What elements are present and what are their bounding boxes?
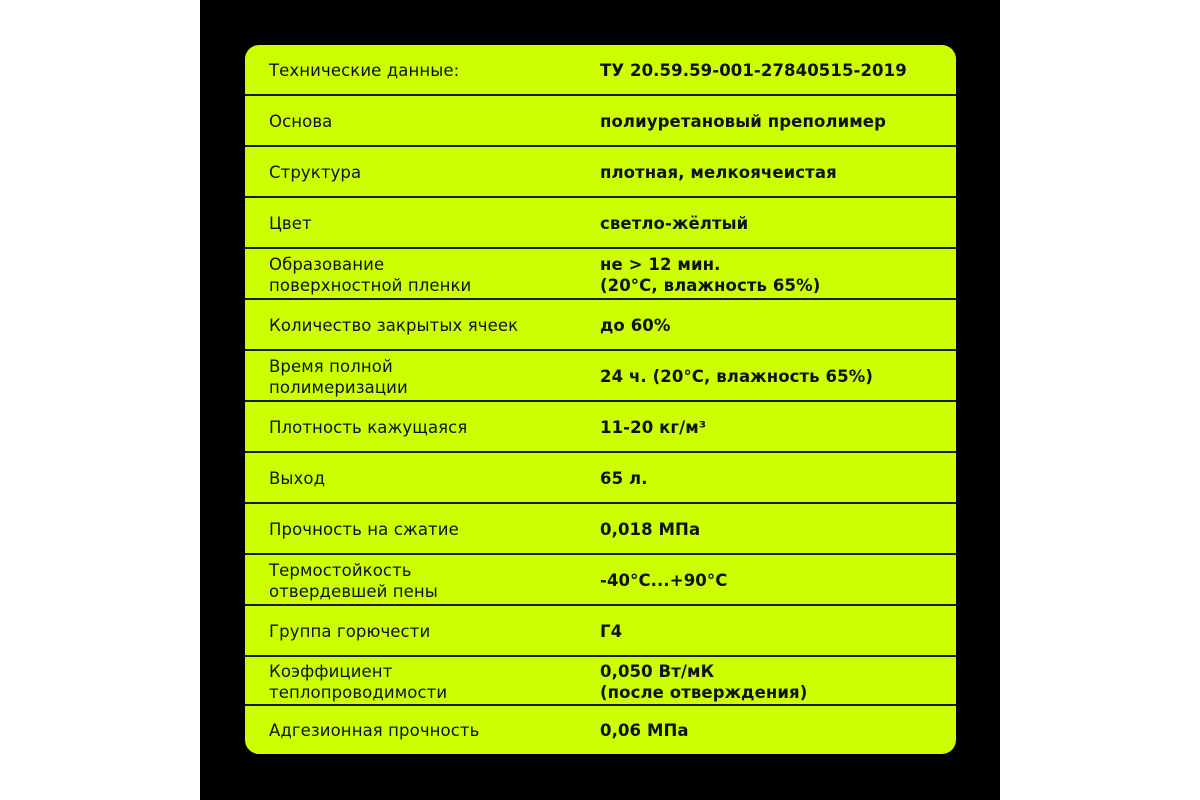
spec-row-heat-resistance — [245, 555, 956, 606]
spec-label: Адгезионная прочность — [269, 720, 480, 740]
spec-value: светло-жёлтый — [600, 214, 749, 233]
spec-label: Количество закрытых ячеек — [269, 316, 519, 335]
spec-label: Цвет — [269, 214, 312, 233]
spec-value: 65 л. — [600, 469, 648, 488]
spec-value: 0,018 МПа — [600, 520, 701, 539]
spec-value: 0,06 МПа — [600, 720, 689, 740]
spec-row-adhesion — [245, 706, 956, 754]
spec-value: до 60% — [600, 316, 671, 335]
spec-value: полиуретановый преполимер — [600, 112, 887, 131]
spec-value: 0,050 Вт/мК (после отверждения) — [600, 661, 808, 702]
spec-label: Образование поверхностной пленки — [269, 254, 472, 295]
spec-value: 11-20 кг/м³ — [600, 418, 707, 437]
spec-row-skin-formation — [245, 249, 956, 300]
spec-row-structure — [245, 147, 956, 198]
spec-label: Структура — [269, 163, 362, 182]
spec-row-base — [245, 96, 956, 147]
spec-row-technical-data — [245, 45, 956, 96]
spec-row-color — [245, 198, 956, 249]
spec-row-flammability — [245, 606, 956, 657]
spec-label: Основа — [269, 112, 333, 131]
spec-row-closed-cells — [245, 300, 956, 351]
spec-value: -40°С...+90°С — [600, 571, 728, 590]
spec-label: Выход — [269, 469, 326, 488]
spec-row-thermal-conductivity — [245, 657, 956, 706]
spec-row-density — [245, 402, 956, 453]
spec-table — [245, 45, 956, 754]
spec-value: 24 ч. (20°С, влажность 65%) — [600, 367, 873, 386]
spec-label: Прочность на сжатие — [269, 520, 459, 539]
spec-label: Плотность кажущаяся — [269, 418, 468, 437]
spec-value: ТУ 20.59.59-001-27840515-2019 — [600, 61, 907, 80]
spec-row-compressive-strength — [245, 504, 956, 555]
spec-label: Время полной полимеризации — [269, 356, 408, 397]
spec-label: Технические данные: — [269, 61, 460, 80]
spec-value: плотная, мелкоячеистая — [600, 163, 837, 182]
spec-value: не > 12 мин. (20°С, влажность 65%) — [600, 254, 821, 295]
spec-value: Г4 — [600, 622, 623, 641]
spec-label: Термостойкость отвердевшей пены — [269, 560, 438, 601]
spec-row-yield — [245, 453, 956, 504]
spec-row-cure-time — [245, 351, 956, 402]
spec-label: Коэффициент теплопроводимости — [269, 661, 448, 702]
spec-label: Группа горючести — [269, 622, 431, 641]
